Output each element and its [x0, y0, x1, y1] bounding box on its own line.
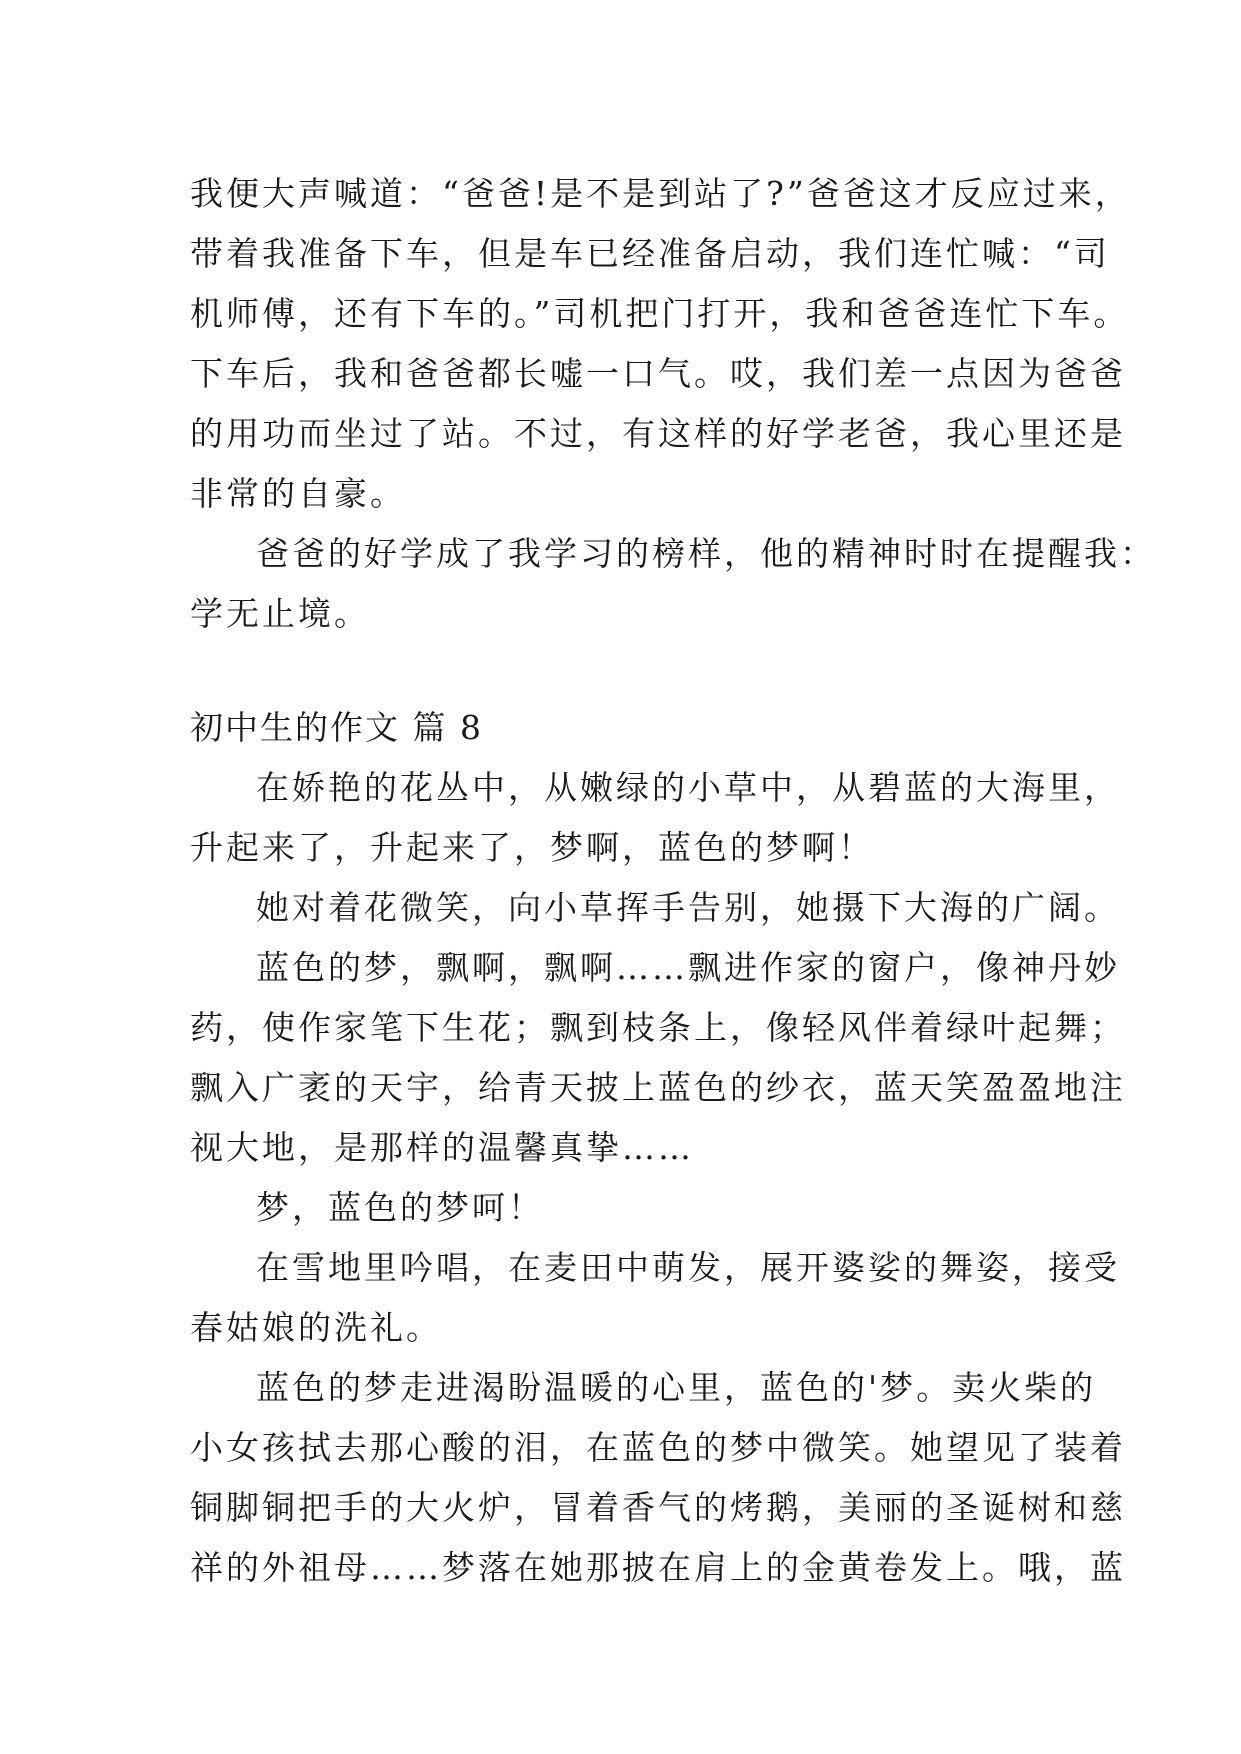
paragraph-line: 蓝色的梦，飘啊，飘啊……飘进作家的窗户，像神丹妙: [256, 948, 1120, 987]
paragraph-line: 蓝色的梦走进渴盼温暖的心里，蓝色的'梦。卖火柴的: [256, 1368, 1097, 1407]
paragraph-line: 在雪地里吟唱，在麦田中萌发，展开婆娑的舞姿，接受: [256, 1248, 1120, 1287]
paragraph-line: 我便大声喊道：“爸爸!是不是到站了?”爸爸这才反应过来，: [190, 174, 1131, 213]
paragraph-line: 药，使作家笔下生花；飘到枝条上，像轻风伴着绿叶起舞；: [190, 1008, 1126, 1047]
paragraph-line: 祥的外祖母……梦落在她那披在肩上的金黄卷发上。哦，蓝: [190, 1548, 1126, 1587]
paragraph-line: 的用功而坐过了站。不过，有这样的好学老爸，我心里还是: [190, 414, 1126, 453]
paragraph-line: 机师傅，还有下车的。”司机把门打开，我和爸爸连忙下车。: [190, 294, 1130, 333]
paragraph-line: 升起来了，升起来了，梦啊，蓝色的梦啊！: [190, 828, 874, 867]
paragraph-line: 非常的自豪。: [190, 474, 406, 513]
paragraph-line: 爸爸的好学成了我学习的榜样，他的精神时时在提醒我：: [256, 534, 1156, 573]
paragraph-line: 铜脚铜把手的大火炉，冒着香气的烤鹅，美丽的圣诞树和慈: [190, 1488, 1126, 1527]
paragraph-line: 小女孩拭去那心酸的泪，在蓝色的梦中微笑。她望见了装着: [190, 1428, 1126, 1467]
section-title: 初中生的作文 篇 8: [190, 708, 483, 747]
paragraph-line: 下车后，我和爸爸都长嘘一口气。哎，我们差一点因为爸爸: [190, 354, 1126, 393]
paragraph-line: 带着我准备下车，但是车已经准备启动，我们连忙喊：“司: [190, 234, 1110, 273]
paragraph-line: 在娇艳的花丛中，从嫩绿的小草中，从碧蓝的大海里，: [256, 768, 1120, 807]
paragraph-line: 学无止境。: [190, 594, 370, 633]
paragraph-line: 她对着花微笑，向小草挥手告别，她摄下大海的广阔。: [256, 888, 1120, 927]
paragraph-line: 飘入广袤的天宇，给青天披上蓝色的纱衣，蓝天笑盈盈地注: [190, 1068, 1126, 1107]
paragraph-line: 梦，蓝色的梦呵！: [256, 1188, 544, 1227]
paragraph-line: 视大地，是那样的温馨真挚……: [190, 1128, 694, 1167]
paragraph-line: 春姑娘的洗礼。: [190, 1308, 442, 1347]
